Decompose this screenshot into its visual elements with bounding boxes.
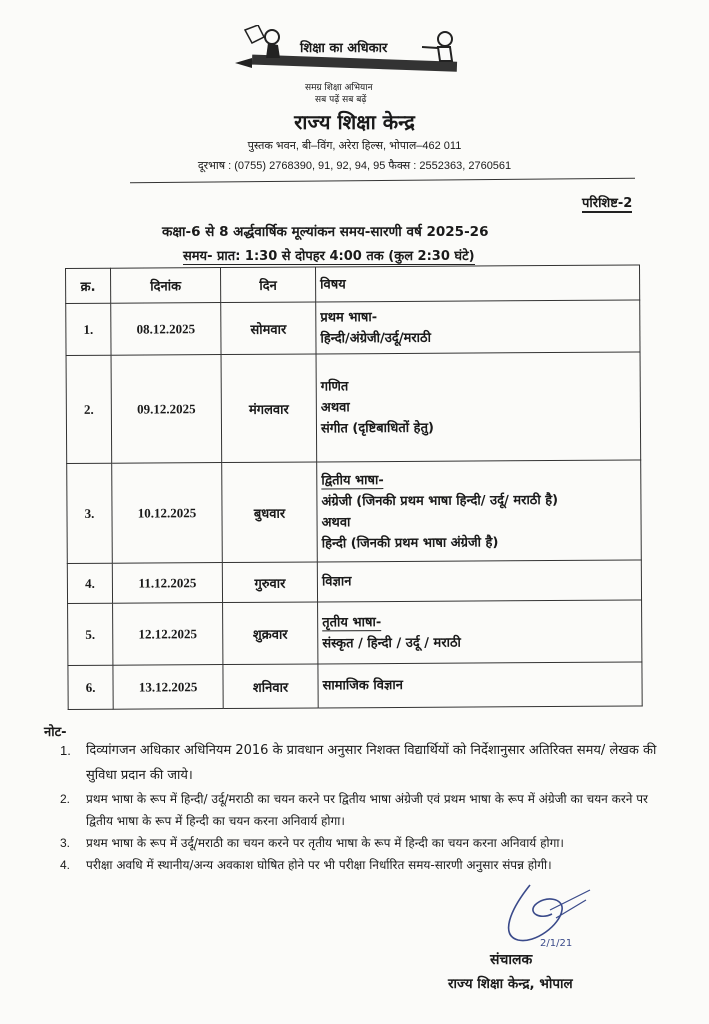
subject-text: द्वितीय भाषा-: [321, 472, 384, 488]
subject-line: [321, 468, 636, 491]
serial-cell: 4.: [67, 563, 112, 603]
table-row: [66, 300, 640, 356]
subject-text: गणित: [320, 379, 349, 395]
table-row: [67, 460, 642, 564]
organization-address: पुस्तक भवन, बी–विंग, अरेरा हिल्स, भोपाल–462 011: [247, 140, 462, 152]
date-cell: 13.12.2025: [113, 665, 223, 710]
subject-text: सामाजिक विज्ञान: [322, 677, 403, 694]
signatory-designation: संचालक: [490, 952, 533, 968]
note-text: प्रथम भाषा के रूप में उर्दू/मराठी का चयन करने पर तृतीय भाषा के रूप में हिन्दी का चयन करना अनिवार्य होगा।: [86, 836, 564, 850]
subject-line: [321, 375, 636, 398]
day-cell: शनिवार: [223, 664, 318, 709]
subject-line: [320, 326, 635, 349]
exam-schedule-table: [65, 264, 643, 710]
subject-cell: [317, 460, 642, 562]
document-subtitle: समय- प्रात: 1:30 से दोपहर 4:00 तक (कुल 2:30 घंटे): [183, 246, 475, 265]
table-row: [67, 560, 641, 604]
note-text: परीक्षा अवधि में स्थानीय/अन्य अवकाश घोषित होने पर भी परीक्षा निर्धारित समय-सारणी अनुसार संपन्न होगी।: [86, 858, 552, 872]
organization-title: राज्य शिक्षा केन्द्र: [294, 110, 415, 134]
notes-label: नोट-: [44, 725, 67, 740]
subject-line: [321, 396, 636, 419]
column-header-day: दिन: [221, 267, 316, 303]
annexure-label: परिशिष्ट-2: [582, 193, 632, 213]
subject-cell: [317, 560, 641, 602]
note-text: प्रथम भाषा के रूप में हिन्दी/ उर्दू/मराठी का चयन करने पर द्वितीय भाषा अंग्रेजी एवं प्रथम भाषा के रूप में अंग्रेजी का चयन करने पर द्वितीय भाषा के रूप में हिन्दी का चयन करना अनिवार्य होगा।: [86, 792, 648, 828]
subject-text: हिन्दी (जिनकी प्रथम भाषा अंग्रेजी है): [321, 534, 499, 551]
notes-list: [60, 738, 660, 876]
header-divider: [130, 178, 635, 183]
note-item: [60, 738, 660, 788]
subject-cell: [316, 352, 641, 462]
subject-text: प्रथम भाषा-: [320, 309, 378, 325]
subject-line: [322, 531, 637, 554]
logo-subcaption-1: समग्र शिक्षा अभियान: [305, 83, 373, 93]
note-item: [60, 854, 660, 876]
day-cell: शुक्रवार: [223, 602, 318, 665]
date-cell: 11.12.2025: [112, 563, 222, 604]
subject-line: [321, 489, 636, 512]
day-cell: मंगलवार: [221, 354, 317, 463]
day-cell: बुधवार: [222, 462, 318, 563]
note-number: 4.: [60, 858, 71, 872]
column-header-subject: विषय: [315, 265, 639, 302]
column-header-date: दिनांक: [111, 268, 221, 304]
serial-cell: 5.: [68, 603, 113, 665]
subject-text: संस्कृत / हिन्दी / उर्दू / मराठी: [322, 635, 461, 651]
subject-text: संगीत (दृष्टिबाधितों हेतु): [320, 420, 434, 437]
document-title: कक्षा-6 से 8 अर्द्धवार्षिक मूल्यांकन समय-सारणी वर्ष 2025-26: [162, 224, 489, 240]
day-cell: गुरुवार: [222, 562, 317, 603]
signatory-organization: राज्य शिक्षा केन्द्र, भोपाल: [448, 976, 573, 992]
note-item: [60, 832, 660, 854]
subject-line: [320, 305, 635, 328]
subject-text: अंग्रेजी (जिनकी प्रथम भाषा हिन्दी/ उर्दू/ मराठी है): [321, 492, 559, 509]
note-number: 3.: [60, 836, 71, 850]
logo-subcaption-2: सब पढ़ें सब बढ़ें: [315, 95, 367, 105]
serial-cell: 2.: [66, 355, 112, 463]
subject-cell: [318, 662, 642, 708]
subject-text: अथवा: [320, 400, 350, 416]
serial-cell: 1.: [66, 303, 111, 355]
subject-line: [322, 674, 637, 697]
subject-text: तृतीय भाषा-: [322, 614, 382, 630]
note-number: 2.: [60, 792, 71, 806]
handwritten-signature-icon: [490, 880, 600, 950]
organization-contact: दूरभाष : (0755) 2768390, 91, 92, 94, 95 फैक्स : 2552363, 2760561: [197, 160, 512, 172]
subject-cell: [316, 300, 640, 354]
table-row: [68, 662, 642, 710]
note-text: दिव्यांगजन अधिकार अधिनियम 2016 के प्रावधान अनुसार निशक्त विद्यार्थियों को निर्देशानुसार अतिरिक्त समय/ लेखक की सुविधा प्रदान की जाये।: [86, 743, 657, 783]
signature-date: 2/1/21: [540, 938, 573, 949]
subject-cell: [318, 600, 642, 664]
subject-text: अथवा: [321, 514, 351, 530]
table-row: [68, 600, 642, 666]
subject-line: [321, 417, 636, 440]
table-header-row: [66, 265, 640, 304]
date-cell: 09.12.2025: [111, 355, 222, 464]
subject-line: [322, 570, 637, 593]
note-item: [60, 788, 660, 832]
date-cell: 08.12.2025: [111, 303, 221, 356]
serial-cell: 6.: [68, 665, 113, 709]
day-cell: सोमवार: [221, 302, 316, 355]
subject-text: हिन्दी/अंग्रेजी/उर्दू/मराठी: [320, 330, 431, 346]
note-number: 1.: [60, 743, 71, 758]
column-header-serial: क्र.: [66, 268, 111, 303]
serial-cell: 3.: [67, 463, 113, 563]
date-cell: 10.12.2025: [112, 463, 223, 564]
subject-line: [322, 631, 637, 654]
table-row: [66, 352, 641, 464]
subject-text: विज्ञान: [321, 574, 352, 590]
subject-line: [322, 610, 637, 633]
logo-caption: शिक्षा का अधिकार: [300, 41, 388, 56]
date-cell: 12.12.2025: [113, 603, 223, 666]
subject-line: [321, 510, 636, 533]
